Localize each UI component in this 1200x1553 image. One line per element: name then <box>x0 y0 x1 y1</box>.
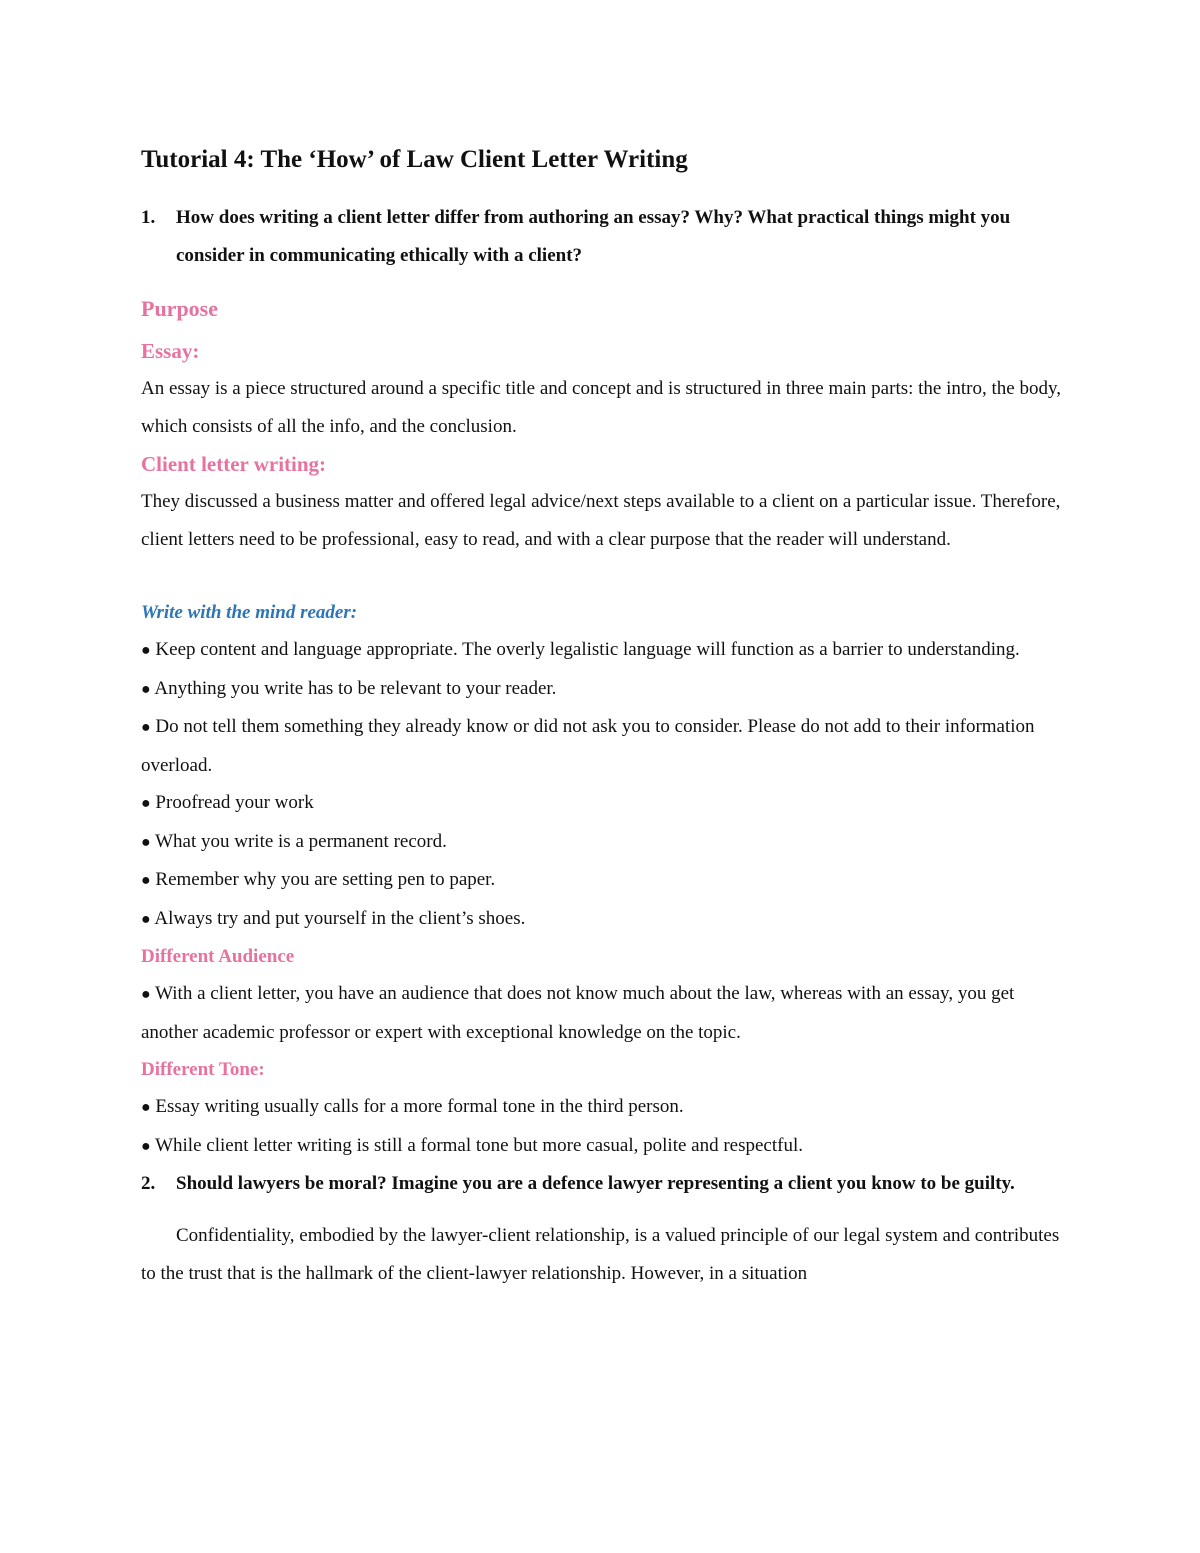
bullet-text: Essay writing usually calls for a more formal tone in the third person. <box>155 1096 684 1117</box>
bullet-item <box>141 631 1061 670</box>
bullet-icon: ● <box>141 872 151 889</box>
bullet-item <box>141 784 1061 823</box>
bullet-text: Always try and put yourself in the client’s shoes. <box>154 907 526 929</box>
confidentiality-paragraph: Confidentiality, embodied by the lawyer-client relationship, is a valued principle of our legal system and contributes to the trust that is the hallmark of the client-lawyer relationship. However, in a situation <box>141 1225 1060 1284</box>
bullet-icon: ● <box>141 833 151 851</box>
client-letter-paragraph: They discussed a business matter and offered legal advice/next steps available to a client on a particular issue. Therefore, client letters need to be professional, easy to read, and with a clear purpose that the reader will understand. <box>141 491 1061 550</box>
bullet-item <box>141 1088 1061 1127</box>
bullet-item <box>141 823 1061 862</box>
heading-different-tone: Different Tone: <box>141 1059 265 1080</box>
question-2-text: Should lawyers be moral? Imagine you are a defence lawyer representing a client you know to be guilty. <box>176 1173 1015 1194</box>
question-1-text: How does writing a client letter differ from authoring an essay? Why? What practical things might you consider in communicating ethically with a client? <box>176 207 1011 266</box>
bullet-item <box>141 975 1061 1051</box>
bullet-icon: ● <box>141 910 151 928</box>
bullet-icon: ● <box>141 1099 151 1116</box>
bullet-icon: ● <box>141 680 151 698</box>
bullet-item <box>141 670 1061 709</box>
bullet-text: Proofread your work <box>155 792 314 813</box>
essay-paragraph: An essay is a piece structured around a specific title and concept and is structured in three main parts: the intro, the body, which consists of all the info, and the conclusion. <box>141 378 1061 437</box>
bullet-item <box>141 708 1061 784</box>
bullet-icon: ● <box>141 986 151 1003</box>
heading-purpose: Purpose <box>141 296 218 321</box>
bullet-text: While client letter writing is still a formal tone but more casual, polite and respectful. <box>155 1134 804 1156</box>
bullet-text: Anything you write has to be relevant to your reader. <box>154 677 557 699</box>
heading-different-audience: Different Audience <box>141 946 295 967</box>
bullet-text: What you write is a permanent record. <box>155 830 447 852</box>
heading-client-letter: Client letter writing: <box>141 452 327 476</box>
question-1-number: 1. <box>141 207 156 228</box>
bullet-item <box>141 1127 1061 1166</box>
bullet-icon: ● <box>141 1137 151 1155</box>
mind-reader-bullet-list <box>141 631 1061 938</box>
bullet-icon: ● <box>141 795 151 812</box>
audience-bullet-list <box>141 975 1061 1051</box>
heading-essay: Essay: <box>141 339 200 363</box>
bullet-icon: ● <box>141 719 151 736</box>
bullet-text: Remember why you are setting pen to paper. <box>155 869 496 890</box>
question-2 <box>141 1165 1061 1203</box>
bullet-text: Do not tell them something they already know or did not ask you to consider. Please do not add to their information overload. <box>141 716 1035 776</box>
question-2-number: 2. <box>141 1173 156 1194</box>
bullet-text: With a client letter, you have an audience that does not know much about the law, whereas with an essay, you get another academic professor or expert with exceptional knowledge on the topic. <box>141 983 1015 1043</box>
tone-bullet-list <box>141 1088 1061 1165</box>
document-body <box>141 140 1061 1292</box>
document-title: Tutorial 4: The ‘How’ of Law Client Letter Writing <box>141 146 688 173</box>
bullet-text: Keep content and language appropriate. The overly legalistic language will function as a barrier to understanding. <box>155 639 1020 660</box>
heading-mind-reader: Write with the mind reader: <box>141 602 358 623</box>
bullet-item <box>141 861 1061 900</box>
bullet-item <box>141 900 1061 939</box>
question-1 <box>141 199 1061 275</box>
bullet-icon: ● <box>141 642 151 659</box>
